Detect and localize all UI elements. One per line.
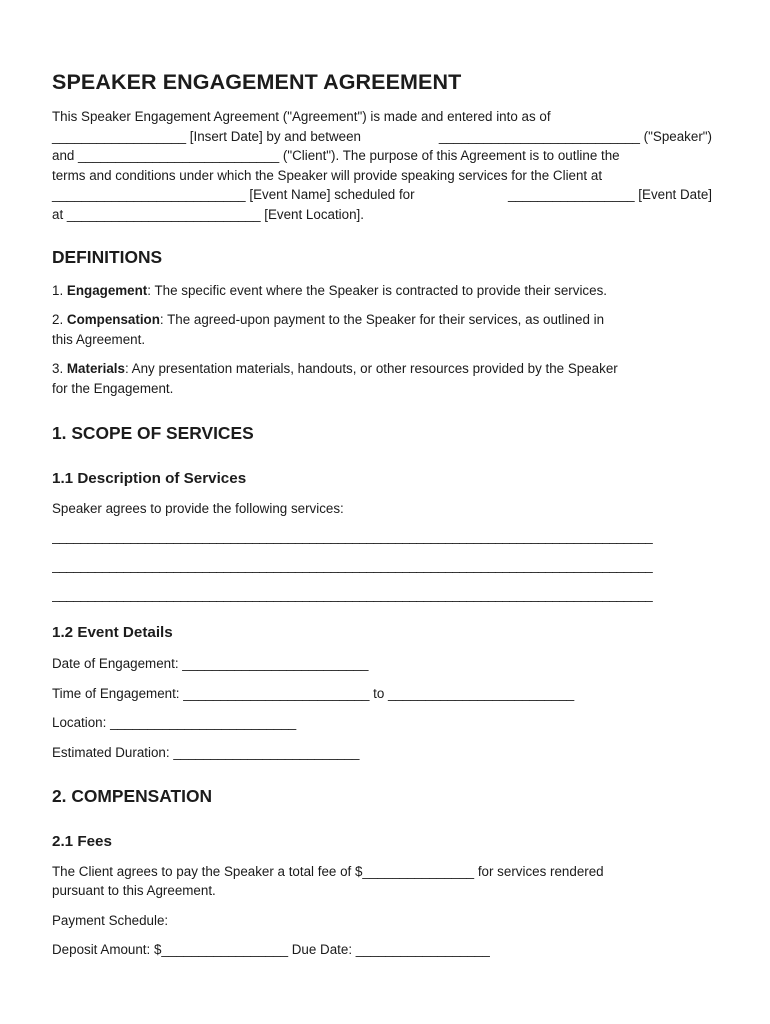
- definition-number: 1.: [52, 282, 64, 298]
- intro-line-2-end: ___________________________ ("Speaker"): [438, 128, 712, 144]
- event-details-heading: 1.2 Event Details: [52, 624, 173, 642]
- definition-text: : The agreed-upon payment to the Speaker for their services, as outlined in: [159, 312, 605, 328]
- definition-term: Materials: [66, 361, 125, 377]
- services-blank-line: ____________________________________________________________________________________: [52, 587, 653, 603]
- fees-paragraph: [52, 862, 712, 901]
- fees-line-2: pursuant to this Agreement.: [52, 883, 216, 899]
- description-text: Speaker agrees to provide the following services:: [52, 500, 344, 516]
- definition-item-materials: [52, 359, 712, 398]
- services-blank-lines: [52, 529, 712, 607]
- deposit-field: Deposit Amount: $_________________ Due Date: __________________: [52, 942, 490, 958]
- document-page: [52, 70, 712, 960]
- intro-line-5-start: __________________________ [Event Name] scheduled for: [52, 187, 415, 203]
- fees-line-1: The Client agrees to pay the Speaker a total fee of $_______________ for services rendered: [52, 863, 604, 879]
- definition-term: Engagement: [66, 282, 148, 298]
- definitions-heading: DEFINITIONS: [52, 246, 163, 267]
- description-heading: 1.1 Description of Services: [52, 469, 247, 487]
- event-date-field: Date of Engagement: _________________________: [52, 656, 369, 672]
- document-title: SPEAKER ENGAGEMENT AGREEMENT: [52, 70, 462, 94]
- services-blank-line: ____________________________________________________________________________________: [52, 529, 653, 545]
- event-duration-field: Estimated Duration: _________________________: [52, 744, 360, 760]
- definition-item-compensation: [52, 310, 712, 349]
- definition-text-continued: this Agreement.: [52, 331, 146, 347]
- intro-line-2: [52, 127, 712, 147]
- intro-line-5: [52, 185, 712, 205]
- services-blank-line: ____________________________________________________________________________________: [52, 558, 653, 574]
- event-location-field: Location: _________________________: [52, 715, 297, 731]
- payment-schedule-label: Payment Schedule:: [52, 912, 169, 928]
- intro-line-1: This Speaker Engagement Agreement ("Agreement") is made and entered into as of: [52, 109, 551, 124]
- intro-line-4: terms and conditions under which the Speaker will provide speaking services for the Client at: [52, 167, 603, 183]
- definition-term: Compensation: [66, 312, 160, 328]
- intro-line-3: and ___________________________ ("Client"). The purpose of this Agreement is to outline the: [52, 148, 620, 164]
- intro-line-6: at __________________________ [Event Location].: [52, 206, 364, 222]
- definition-text-continued: for the Engagement.: [52, 380, 174, 396]
- intro-line-2-start: __________________ [Insert Date] by and between: [52, 128, 361, 144]
- intro-paragraph: [52, 107, 712, 225]
- intro-line-5-end: _________________ [Event Date]: [507, 187, 712, 203]
- fees-heading: 2.1 Fees: [52, 832, 112, 850]
- event-time-field: Time of Engagement: _________________________ to _________________________: [52, 685, 575, 701]
- definition-text: : Any presentation materials, handouts, or other resources provided by the Speaker: [124, 361, 618, 377]
- scope-heading: 1. SCOPE OF SERVICES: [52, 422, 254, 443]
- definition-item-engagement: [52, 281, 712, 301]
- definition-text: : The specific event where the Speaker is contracted to provide their services.: [147, 282, 607, 298]
- definition-number: 3.: [52, 361, 64, 377]
- compensation-heading: 2. COMPENSATION: [52, 785, 213, 806]
- definition-number: 2.: [52, 312, 64, 328]
